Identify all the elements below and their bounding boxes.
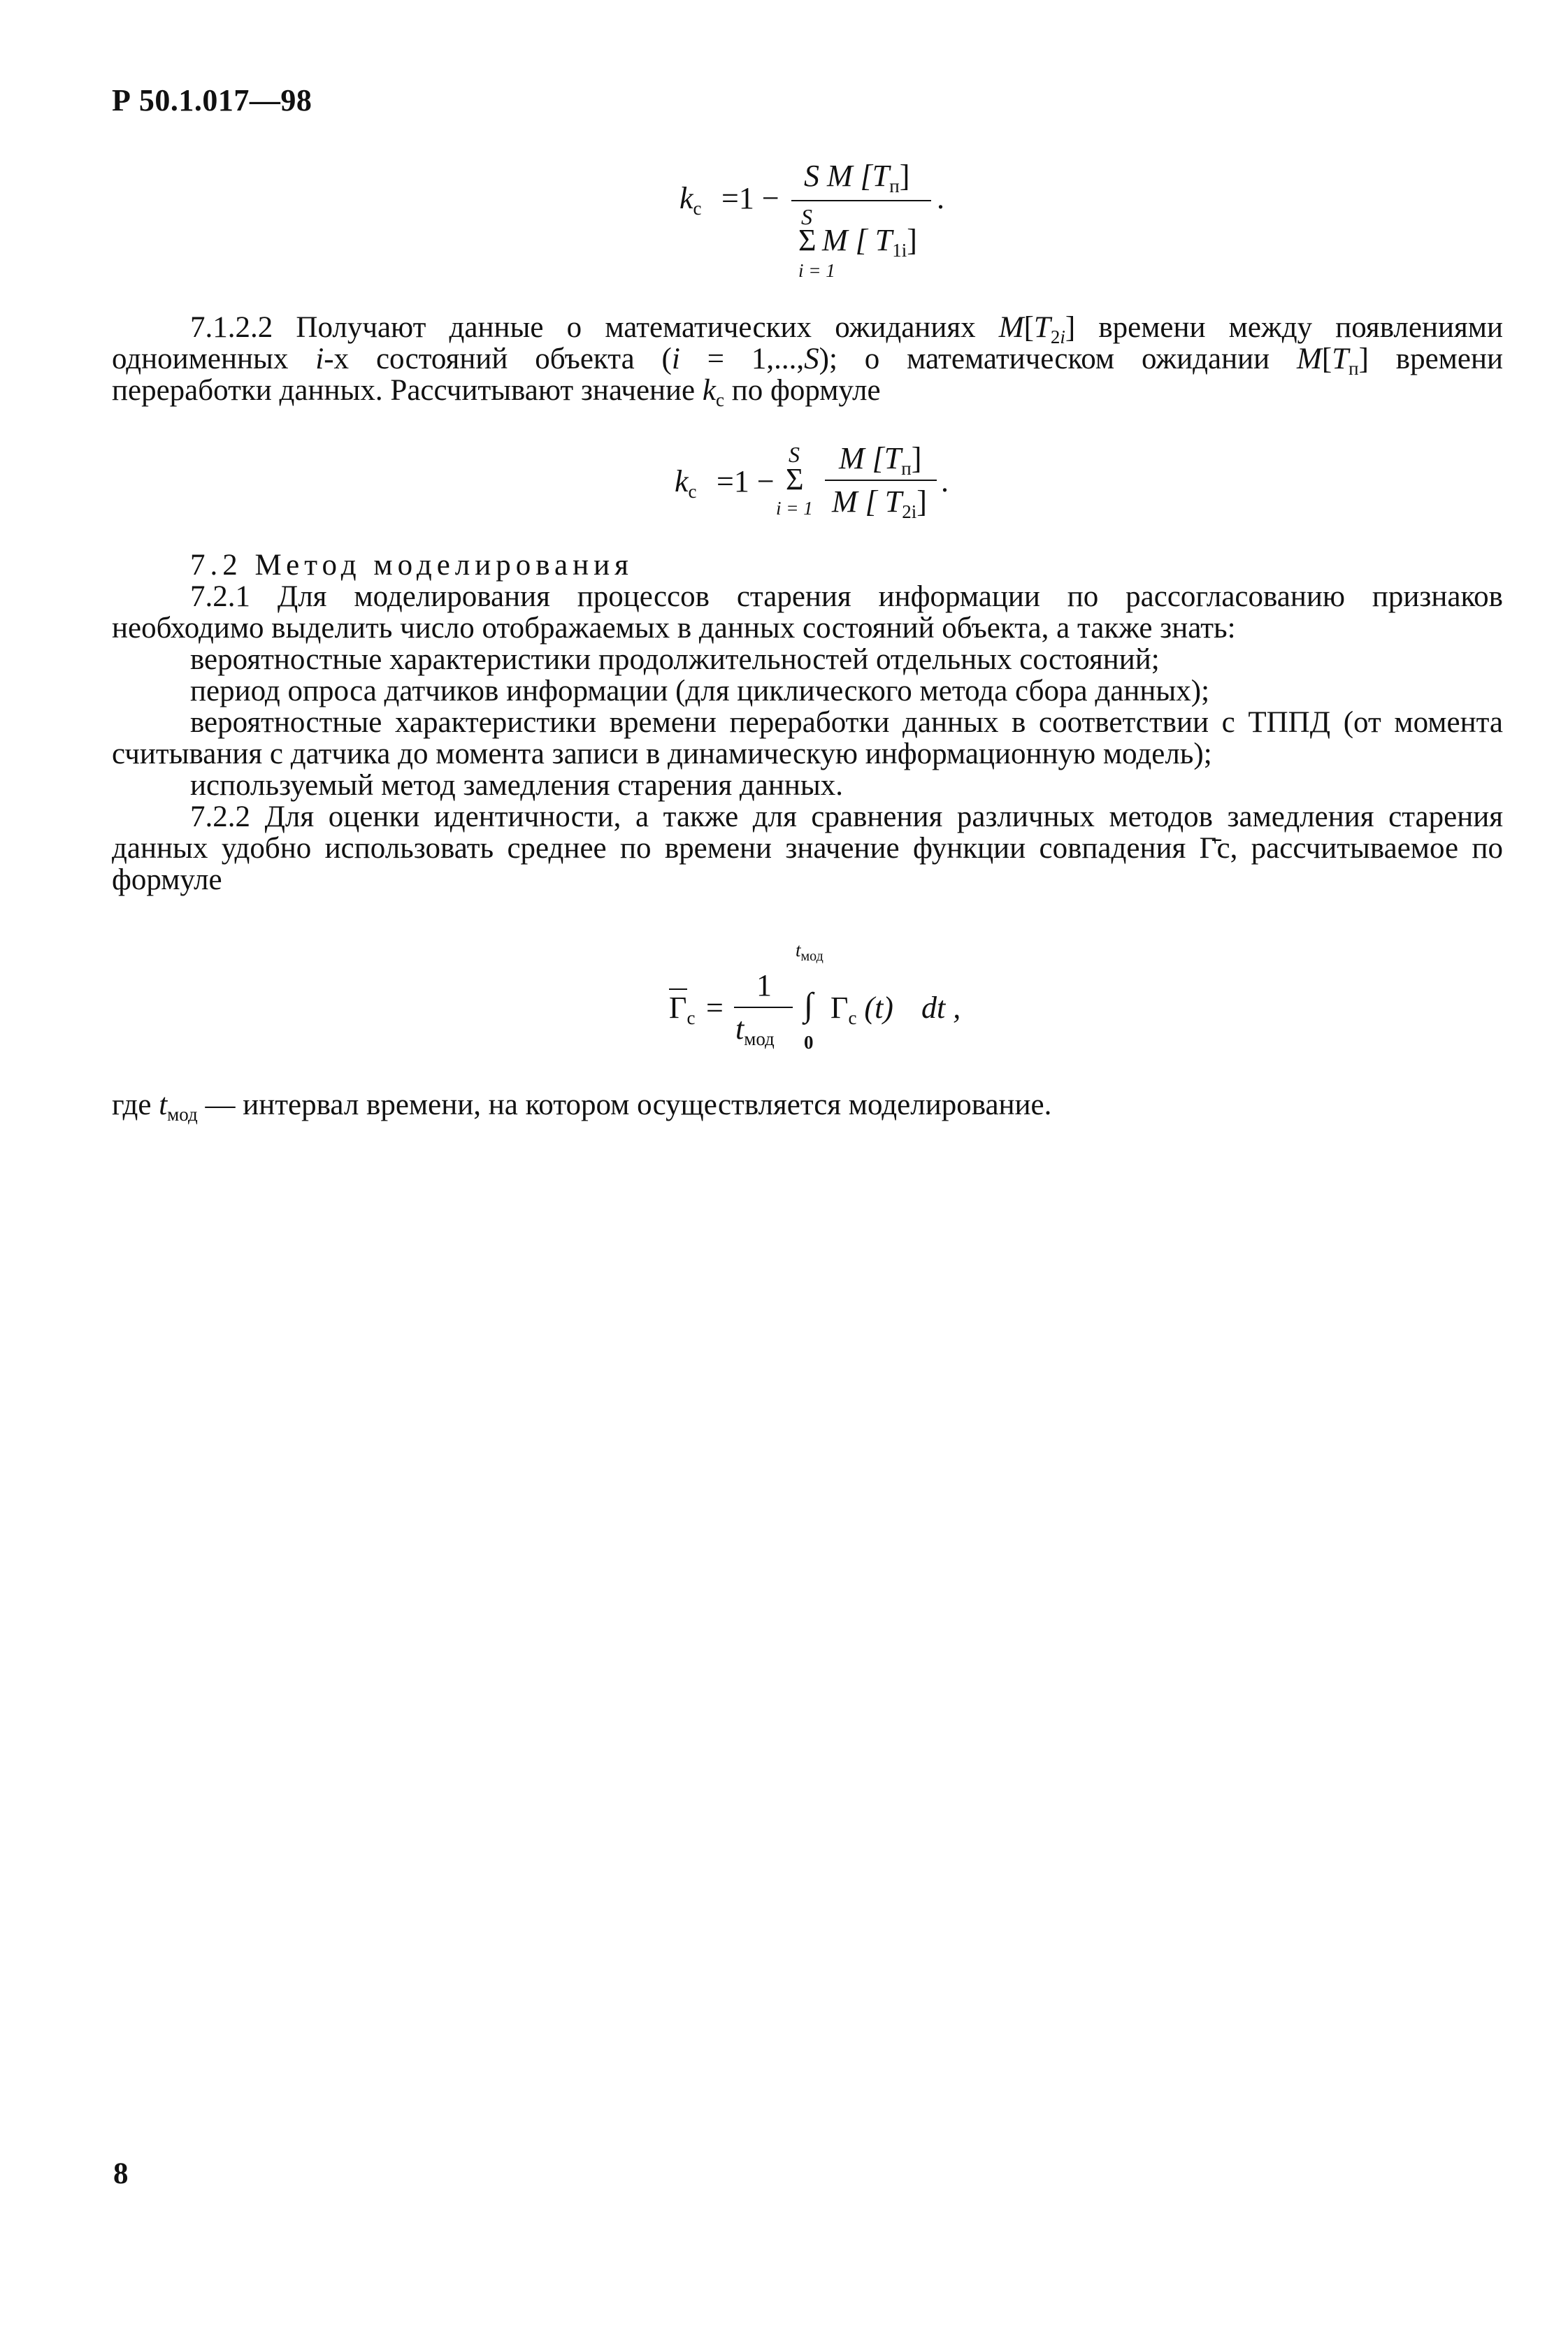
- fraction-bar: [825, 480, 937, 481]
- fraction-bar: [734, 1007, 793, 1008]
- paragraph-7-2-2: 7.2.2 Для оценки идентичности, а также для сравнения различных методов замедления старения данных удобно использовать среднее по времени значение функции совпадения Г̄c, рассчитываемое по формуле: [112, 800, 1503, 896]
- paragraph-7-2-1: 7.2.1 Для моделирования процессов старения информации по рассогласованию признаков необходимо выделить число отображаемых в данных состояний объекта, а также знать: вероятностные характеристики продолжительностей отдельных состояний; период опроса датчиков информации (для циклического метода сбора данных); вероятностные характеристики времени переработки данных в соответствии с ТППД (от момента считывания с датчика до момента записи в динамическую информационную модель); используемый метод замедления старения данных.: [112, 580, 1503, 802]
- document-code: Р 50.1.017—98: [112, 83, 312, 117]
- page-number: 8: [113, 2157, 129, 2190]
- fraction-bar: [791, 200, 931, 201]
- list-item: период опроса датчиков информации (для циклического метода сбора данных);: [190, 675, 1210, 707]
- overline: [669, 988, 687, 990]
- paragraph-where: где $t_{мод}$ — интервал времени, на котором осуществляется моделирование.: [112, 1088, 1052, 1125]
- list-item: вероятностные характеристики продолжительностей отдельных состояний;: [190, 643, 1160, 676]
- paragraph-7-1-2-2: 7.1.2.2 Получают данные о математических ожиданиях $M[T_{2i}]$ времени между появлениями одноименных i-х состояний объекта (i = 1,...,S); о математическом ожидании $M[T_п]$ времени переработки данных. Рассчитывают значение $k_c$ по формуле: [112, 311, 1504, 410]
- list-item: вероятностные характеристики времени переработки данных в соответствии с ТППД (от момента считывания с датчика до момента записи в динамическую информационную модель);: [112, 706, 1503, 770]
- list-item: используемый метод замедления старения данных.: [190, 769, 844, 802]
- section-title-7-2: 7.2 Метод моделирования: [190, 549, 633, 582]
- document-page: Р 50.1.017—98 $k_c$ =1 − S M $[T_п]$ S Σ M [ $T_{1i}$] i = 1 . 7.1.2.2 Получают данные о математических ожиданиях $M[T_{2i}]$ времени между появлениями одноименных i-х состояний объекта (i = 1,...,S); о математическом ожидании $M[T_п]$ времени переработки данных. Рассчитывают значение $k_c$ по формуле $k_c$ =1 − S Σ i = 1 M $[T_п]$ M [ $T_{2i}$] . 7.2 Метод моделирования 7.2.1 Для моделирования процессов старения информации по рассогласованию признаков необходимо выделить число отображаемых в данных состояний объекта, а также знать: вероятностные характеристики продолжительностей отдельных состояний; период опроса датчиков информации (для циклического метода сбора данных); вероятностные характеристики времени переработки данных в соответствии с ТППД (от момента считывания с датчика до момента записи в динамическую информационную модель); используемый метод замедления старения данных. 7.2.2 Для оценки идентичности, а также для сравнения различных методов замедления старения данных удобно использовать среднее по времени значение функции совпадения Г̄c, рассчитываемое по формуле $Г_c$ = 1 $t_{мод}$ $t_{мод}$ ∫ 0 $Г_c$ (t) dt , где $t_{мод}$ — интервал времени, на котором осуществляется моделирование. 8: [112, 83, 1504, 2190]
